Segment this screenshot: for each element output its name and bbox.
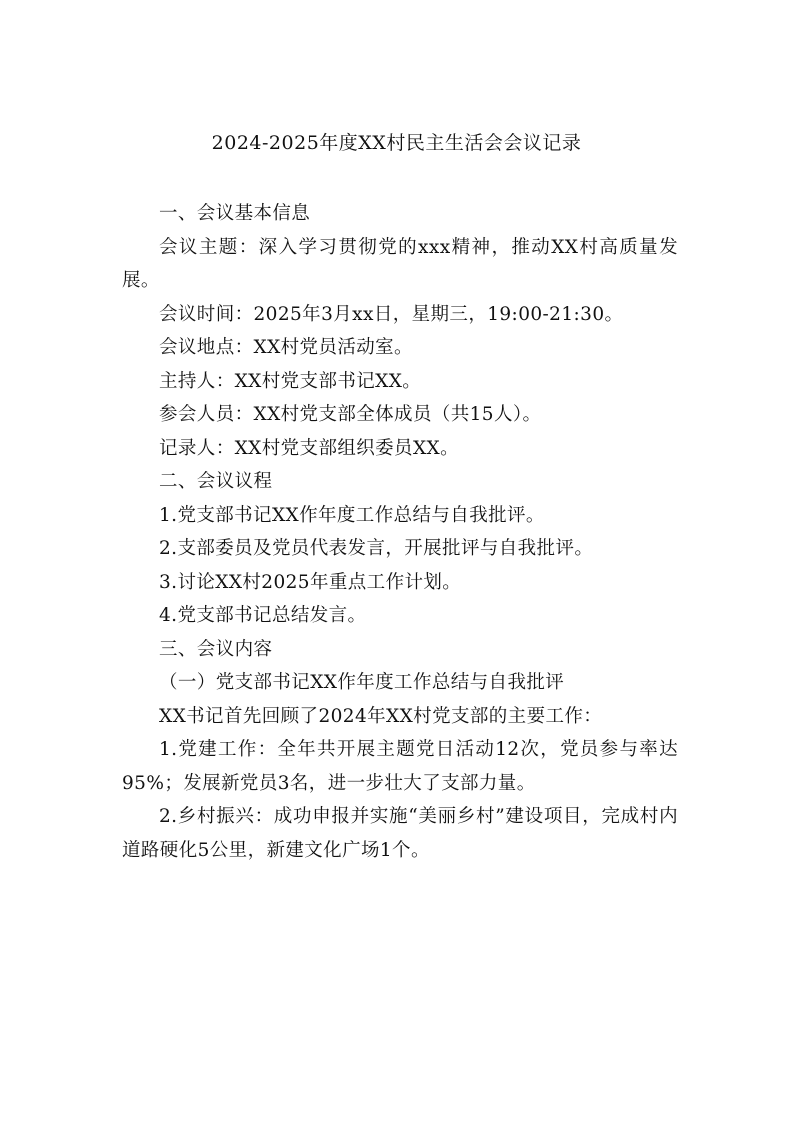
meeting-location: 会议地点：XX村党员活动室。: [159, 337, 413, 358]
document-title: 2024-2025年度XX村民主生活会会议记录: [211, 132, 582, 154]
agenda-item-3: 3.讨论XX村2025年重点工作计划。: [159, 571, 462, 593]
agenda-item-4: 4.党支部书记总结发言。: [159, 605, 367, 626]
meeting-host: 主持人：XX村党支部书记XX。: [159, 370, 422, 392]
agenda-item-2: 2.支部委员及党员代表发言，开展批评与自我批评。: [159, 538, 594, 559]
section-heading-agenda: 二、会议议程: [159, 471, 273, 492]
content-item-party-building: 1.党建工作：全年共开展主题党日活动12次，党员参与率达95%；发展新党员3名，进一步壮大了支部力量。: [122, 739, 678, 794]
section-heading-basic-info: 一、会议基本信息: [159, 203, 311, 224]
subsection-heading-secretary-summary: （一）党支部书记XX作年度工作总结与自我批评: [159, 672, 565, 693]
document-body: [122, 197, 678, 867]
section-heading-content: 三、会议内容: [159, 638, 273, 660]
content-intro: XX书记首先回顾了2024年XX村党支部的主要工作：: [159, 705, 603, 727]
meeting-time: 会议时间：2025年3月xx日，星期三，19:00-21:30。: [159, 303, 624, 325]
content-item-rural-revitalization: 2.乡村振兴：成功申报并实施“美丽乡村”建设项目，完成村内道路硬化5公里，新建文化广场1个。: [122, 806, 678, 861]
agenda-item-1: 1.党支部书记XX作年度工作总结与自我批评。: [159, 504, 545, 526]
meeting-attendees: 参会人员：XX村党支部全体成员（共15人）。: [159, 404, 542, 425]
meeting-theme: 会议主题：深入学习贯彻党的xxx精神，推动XX村高质量发展。: [122, 236, 678, 291]
meeting-recorder: 记录人：XX村党支部组织委员XX。: [159, 437, 459, 459]
